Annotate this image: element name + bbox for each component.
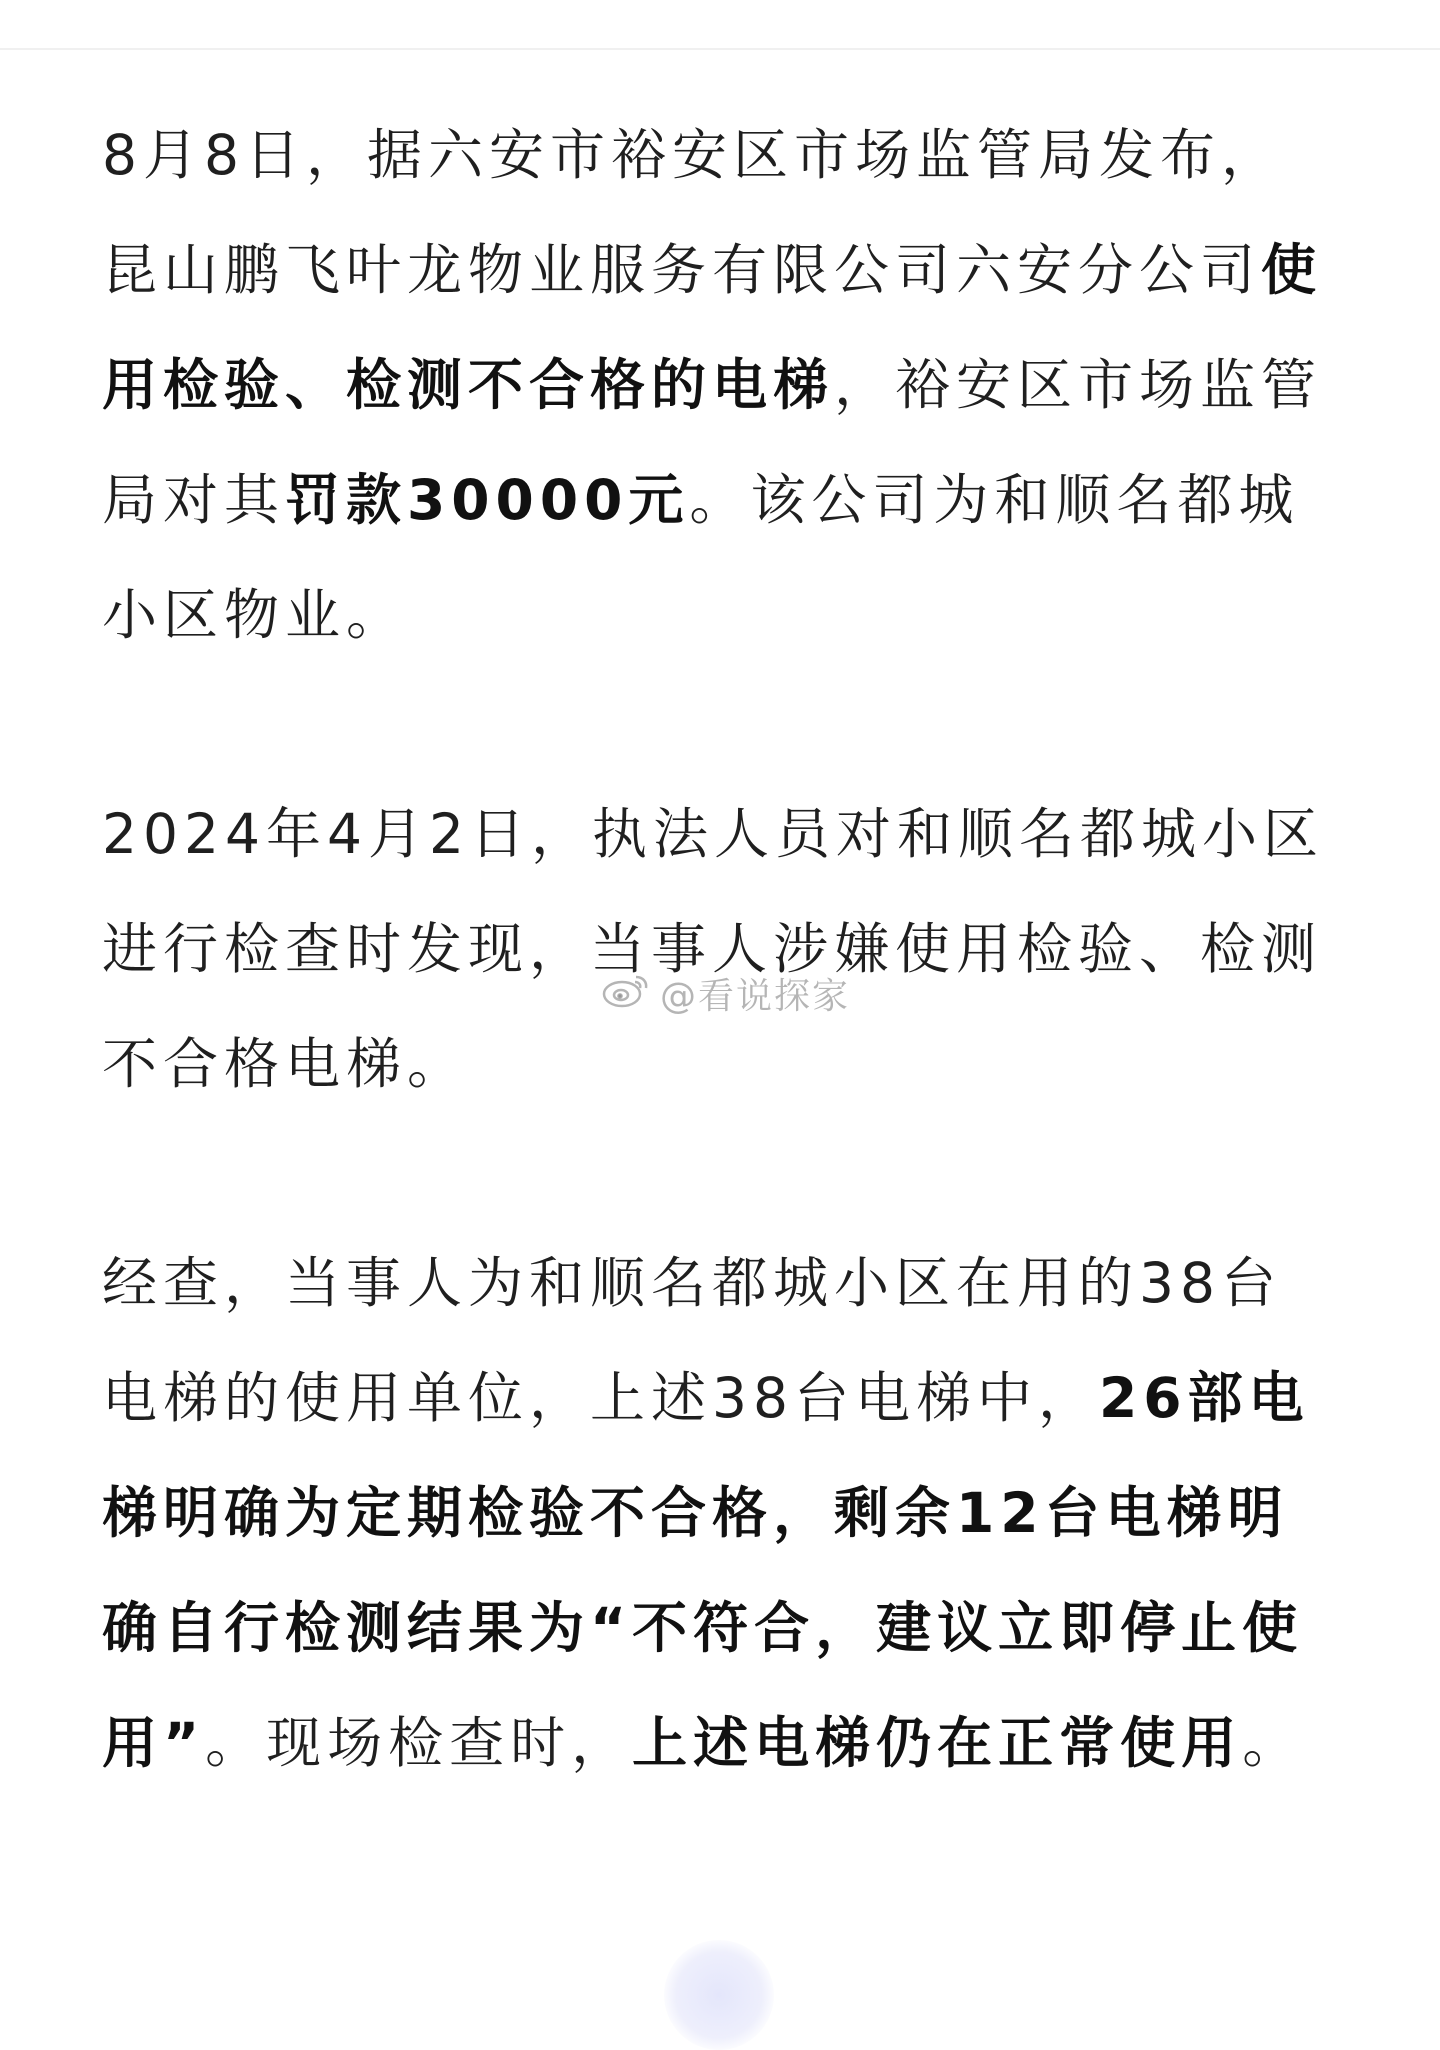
- p1-text-2: ，裕安区市场监管局对其: [102, 353, 1323, 532]
- paragraph-1: [102, 98, 1342, 673]
- watermark-text: @看说探家: [660, 976, 851, 1017]
- p3-text-3: 。: [1242, 1711, 1304, 1775]
- p1-bold-1: 使用检验、检测不合格的电梯: [102, 238, 1323, 417]
- paragraph-2: [102, 777, 1342, 1122]
- p3-bold-1: 26部电梯明确为定期检验不合格，剩余12台电梯明确自行检测结果为“不符合，建议立即停止使用”: [102, 1366, 1310, 1775]
- floating-button-partial[interactable]: [664, 1940, 774, 2050]
- article-body: [102, 98, 1342, 1801]
- top-divider: [0, 48, 1440, 50]
- p1-text-1: 8月8日，据六安市裕安区市场监管局发布，昆山鹏飞叶龙物业服务有限公司六安分公司: [102, 123, 1282, 302]
- paragraph-3: [102, 1226, 1342, 1801]
- p1-text-3: 。该公司为和顺名都城小区物业。: [102, 468, 1300, 647]
- p3-text-2: 。现场检查时，: [205, 1711, 633, 1775]
- p2-text-1: 2024年4月2日，执法人员对和顺名都城小区进行检查时发现，当事人涉嫌使用检验、检测不合格电梯。: [102, 802, 1324, 1096]
- p1-bold-2: 罚款30000元: [285, 468, 690, 532]
- p3-text-1: 经查，当事人为和顺名都城小区在用的38台电梯的使用单位，上述38台电梯中，: [102, 1251, 1282, 1430]
- p3-bold-2: 上述电梯仍在正常使用: [632, 1711, 1243, 1775]
